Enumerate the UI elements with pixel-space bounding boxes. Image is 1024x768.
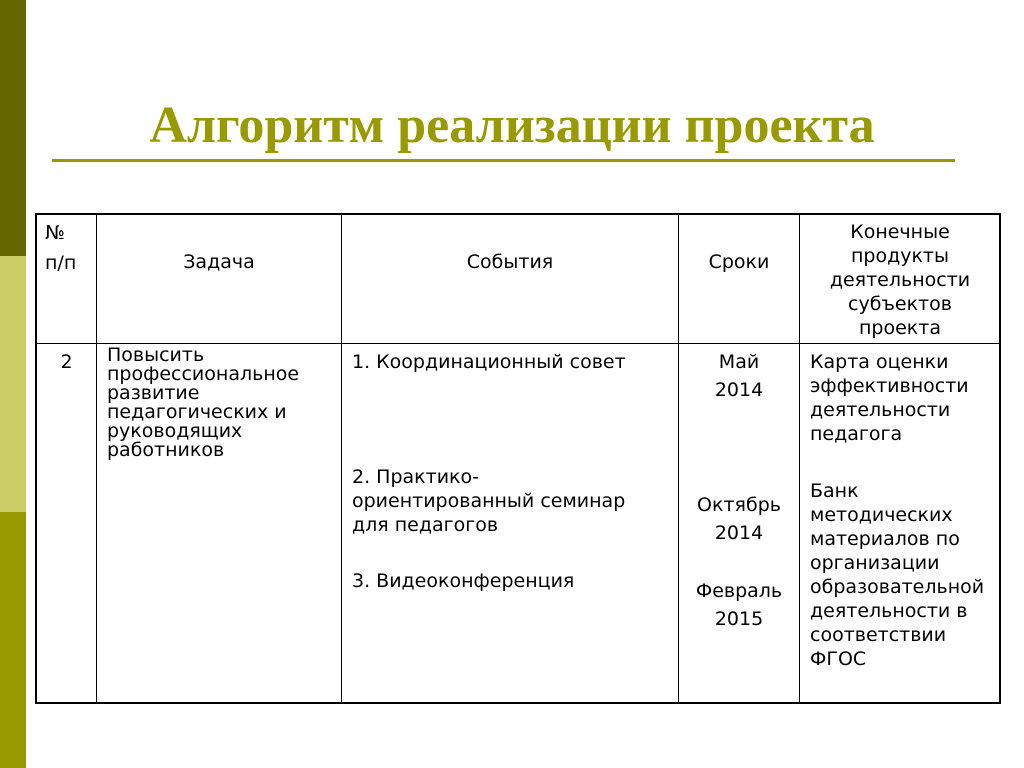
header-cell-task: [97, 215, 342, 344]
header-events-label: События: [466, 251, 554, 273]
header-cell-number: [37, 215, 97, 344]
slide-title: Алгоритм реализации проекта: [149, 97, 875, 154]
header-task-label: Задача: [183, 251, 255, 273]
deadline-month: Май: [718, 351, 760, 373]
event-item: 2. Практико-ориентированный семинар для педагогов: [352, 466, 626, 536]
deadline-item: [679, 577, 799, 633]
project-plan-table: [35, 213, 1001, 704]
row-number-cell: [37, 344, 97, 702]
header-number-abbr: п/п: [45, 252, 77, 274]
deadline-year: 2014: [714, 379, 764, 401]
accent-strip-segment-middle: [0, 256, 26, 512]
header-cell-products: [800, 215, 999, 344]
deadline-year: 2014: [714, 522, 764, 544]
title-underline: [52, 159, 955, 162]
row-task-cell: [97, 344, 342, 702]
row-deadlines-cell: [679, 344, 800, 702]
row-products-cell: [800, 344, 999, 702]
product-item: Карта оценки эффективности деятельности педагога: [810, 351, 969, 445]
row-events-cell: [342, 344, 679, 702]
deadline-item: [679, 348, 799, 404]
row-number: 2: [60, 351, 73, 373]
header-cell-deadlines: [679, 215, 800, 344]
event-item: 1. Координационный совет: [352, 351, 626, 373]
deadline-item: [679, 491, 799, 547]
header-products-label: Конечные продукты деятельности субъектов проекта: [829, 221, 971, 339]
header-deadlines-label: Сроки: [708, 251, 770, 273]
header-cell-events: [342, 215, 679, 344]
product-item: Банк методических материалов по организации образовательной деятельности в соответствии ФГОС: [810, 480, 985, 670]
header-number-symbol: №: [45, 222, 65, 244]
row-task-text: Повысить профессиональное развитие педагогических и руководящих работников: [107, 344, 300, 461]
deadline-month: Февраль: [695, 580, 783, 602]
event-item: 3. Видеоконференция: [352, 570, 575, 592]
deadline-month: Октябрь: [697, 494, 781, 516]
accent-strip-segment-bottom: [0, 512, 26, 768]
deadline-year: 2015: [714, 608, 764, 630]
